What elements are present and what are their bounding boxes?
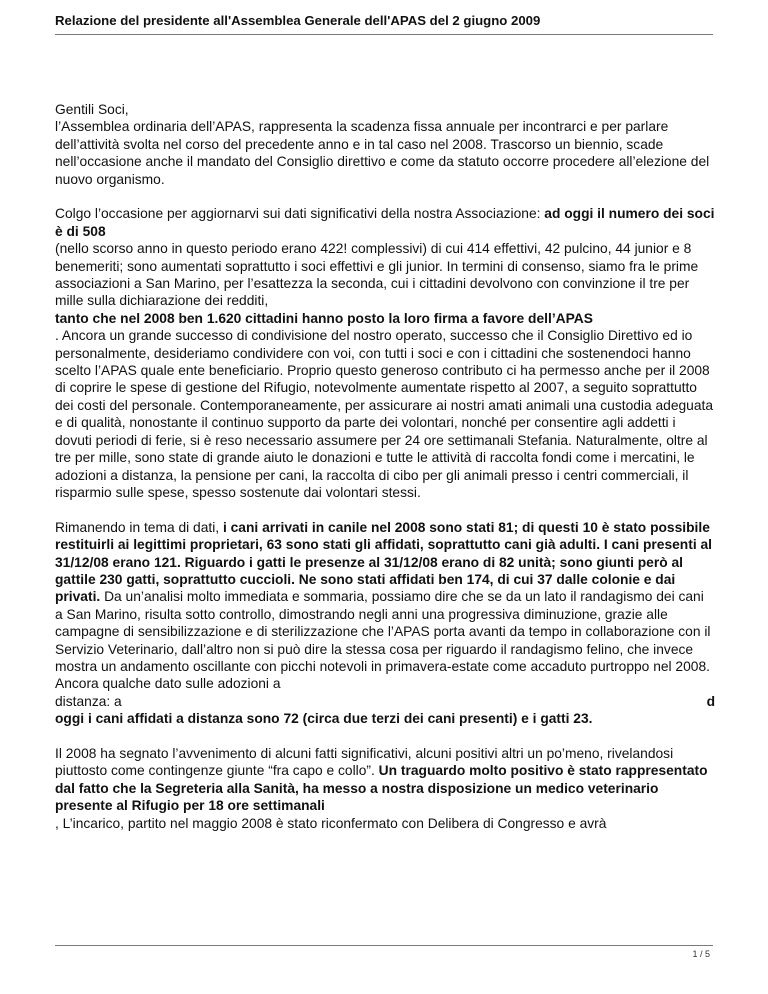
statistics-intro-text: Rimanendo in tema di dati,	[55, 519, 223, 535]
greeting-text: Gentili Soci,	[55, 102, 129, 117]
document-body	[55, 101, 715, 849]
statistics-paragraph	[55, 519, 715, 728]
footer-divider	[55, 945, 713, 946]
members-intro-text: Colgo l’occasione per aggiornarvi sui dati significativi della nostra Associazione:	[55, 206, 545, 222]
intro-text: l’Assemblea ordinaria dell’APAS, rappresenta la scadenza fissa annuale per incontrarci e per parlare dell’attività svolta nel corso del precedente anno e in tal caso nel 2008. Trascorso un biennio, scade nell’occasione anche il mandato del Consiglio direttivo e come da statuto occorre procedere all’elezione del nuovo organismo.	[55, 119, 710, 187]
split-line-right: d	[706, 693, 715, 709]
greeting-paragraph	[55, 101, 715, 188]
split-line-left: distanza: a	[55, 693, 122, 709]
assignment-text: , L’incarico, partito nel maggio 2008 è stato riconfermato con Delibera di Congresso e avrà	[55, 815, 607, 831]
header-divider	[55, 34, 713, 35]
members-paragraph	[55, 205, 715, 501]
stray-analysis-text: Da un’analisi molto immediata e sommaria, possiamo dire che se da un lato il randagismo dei cani a San Marino, risulta sotto controllo, dimostrando negli anni una progressiva diminuzione, grazie alle campagne di sensibilizzazione e di sterilizzazione che l’APAS porta avanti da tempo in collaborazione con il Servizio Veterinario, dall’altro non si può dire la stessa cosa per riguardo il randagismo felino, che invece mostra un andamento oscillante con picchi notevoli in primavera-estate come accaduto purtroppo nel 2008. Ancora qualche dato sulle adozioni a	[55, 589, 711, 692]
members-count-highlight: ad oggi il numero dei soci è di 508	[55, 206, 715, 239]
veterinarian-highlight: Un traguardo molto positivo è stato rappresentato dal fatto che la Segreteria alla Sanità, ha messo a nostra disposizione un medico veterinario presente al Rifugio per 18 ore settimanali	[55, 763, 708, 814]
events-paragraph	[55, 745, 715, 832]
document-header-title: Relazione del presidente all'Assemblea Generale dell'APAS del 2 giugno 2009	[55, 13, 541, 28]
animal-statistics-highlight: i cani arrivati in canile nel 2008 sono stati 81; di questi 10 è stato possibile restituirli ai legittimi proprietari, 63 sono stati gli affidati, soprattutto cani già adulti. I cani presenti al 31/12/08 erano 121. Riguardo i gatti le presenze al 31/12/08 erano di 82 unità; sono giunti però al gattile 230 gatti, soprattutto cuccioli. Ne sono stati affidati ben 174, di cui 37 dalle colonie e dai privati.	[55, 519, 713, 605]
split-line	[55, 693, 715, 710]
distance-adoptions-highlight: oggi i cani affidati a distanza sono 72 (circa due terzi dei cani presenti) e i gatti 23.	[55, 711, 593, 727]
signatures-highlight: tanto che nel 2008 ben 1.620 cittadini hanno posto la loro firma a favore dell’APAS	[55, 310, 593, 326]
funding-text: . Ancora un grande successo di condivisione del nostro operato, successo che il Consiglio Direttivo ed io personalmente, desideriamo condividere con voi, con tutti i soci e con i cittadini che sostenendoci hanno scelto l’APAS quale ente beneficiario. Proprio questo generoso contributo ci ha permesso anche per il 2008 di coprire le spese di gestione del Rifugio, notevolmente aumentate rispetto al 2007, a seguito soprattutto dei costi del personale. Contemporaneamente, per assicurare ai nostri amati animali una custodia adeguata e di qualità, nonostante il continuo supporto da parte dei volontari, nonché per consentire agli addetti i dovuti periodi di ferie, si è reso necessario assumere per 24 ore settimanali Stefania. Naturalmente, oltre al tre per mille, sono state di grande aiuto le donazioni e tutte le attività di raccolta fondi come i mercatini, le adozioni a distanza, la pensione per cani, la raccolta di cibo per gli animali presso i centri commerciali, il risparmio sulle spese, spesso sostenute dai volontari stessi.	[55, 328, 714, 500]
events-intro-text: Il 2008 ha segnato l’avvenimento di alcuni fatti significativi, alcuni positivi altri un po’meno, rivelandosi piuttosto come contingenze giunte “fra capo e collo”.	[55, 745, 674, 779]
members-detail-text: (nello scorso anno in questo periodo erano 422! complessivi) di cui 414 effettivi, 42 pulcino, 44 junior e 8 benemeriti; sono aumentati soprattutto i soci effettivi e gli junior. In termini di consenso, siamo fra le prime associazioni a San Marino, per l’esattezza la seconda, cui i cittadini devolvono con convinzione il tre per mille sulla dichiarazione dei redditi,	[55, 241, 699, 309]
page-number: 1 / 5	[692, 949, 710, 959]
